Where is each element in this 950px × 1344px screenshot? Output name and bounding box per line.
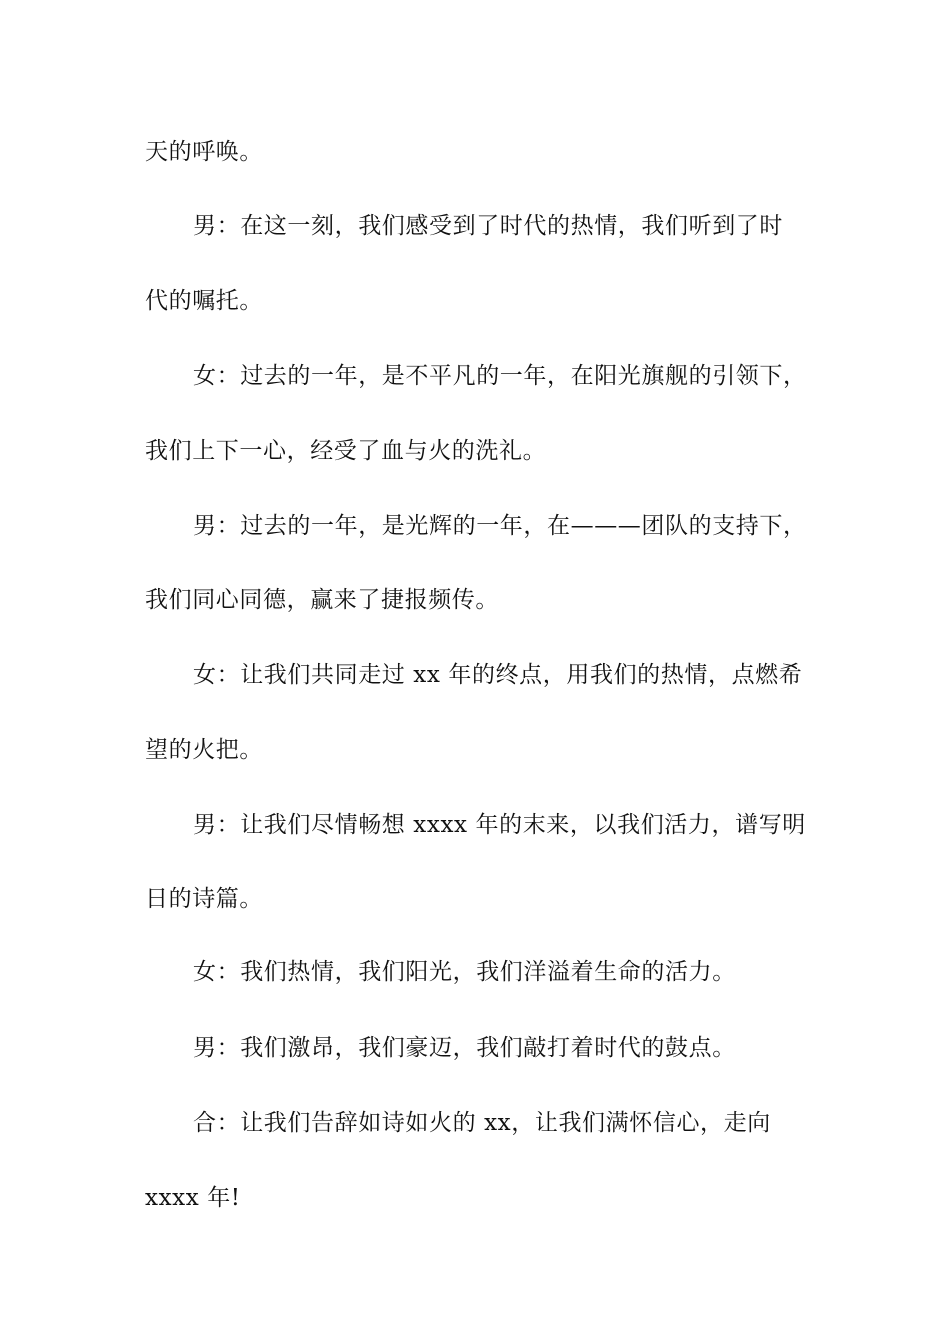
text-line: 男：在这一刻，我们感受到了时代的热情，我们听到了时 — [193, 213, 783, 239]
text-line: 男：我们激昂，我们豪迈，我们敲打着时代的鼓点。 — [193, 1035, 736, 1061]
text-line: 望的火把。 — [145, 737, 263, 763]
text-line: 男：过去的一年，是光辉的一年，在———团队的支持下， — [193, 513, 807, 539]
text-line: xxxx 年! — [145, 1185, 241, 1211]
text-line: 我们同心同德，赢来了捷报频传。 — [145, 587, 499, 613]
text-line: 代的嘱托。 — [145, 288, 263, 314]
text-line: 女：过去的一年，是不平凡的一年，在阳光旗舰的引领下， — [193, 363, 807, 389]
text-line: 天的呼唤。 — [145, 139, 263, 165]
text-line: 女：我们热情，我们阳光，我们洋溢着生命的活力。 — [193, 959, 736, 985]
text-line: 合：让我们告辞如诗如火的 xx，让我们满怀信心，走向 — [193, 1110, 771, 1136]
text-line: 男：让我们尽情畅想 xxxx 年的末来，以我们活力，谱写明 — [193, 812, 806, 838]
text-line: 女：让我们共同走过 xx 年的终点，用我们的热情，点燃希 — [193, 662, 803, 688]
text-line: 我们上下一心，经受了血与火的洗礼。 — [145, 438, 547, 464]
text-line: 日的诗篇。 — [145, 886, 263, 912]
